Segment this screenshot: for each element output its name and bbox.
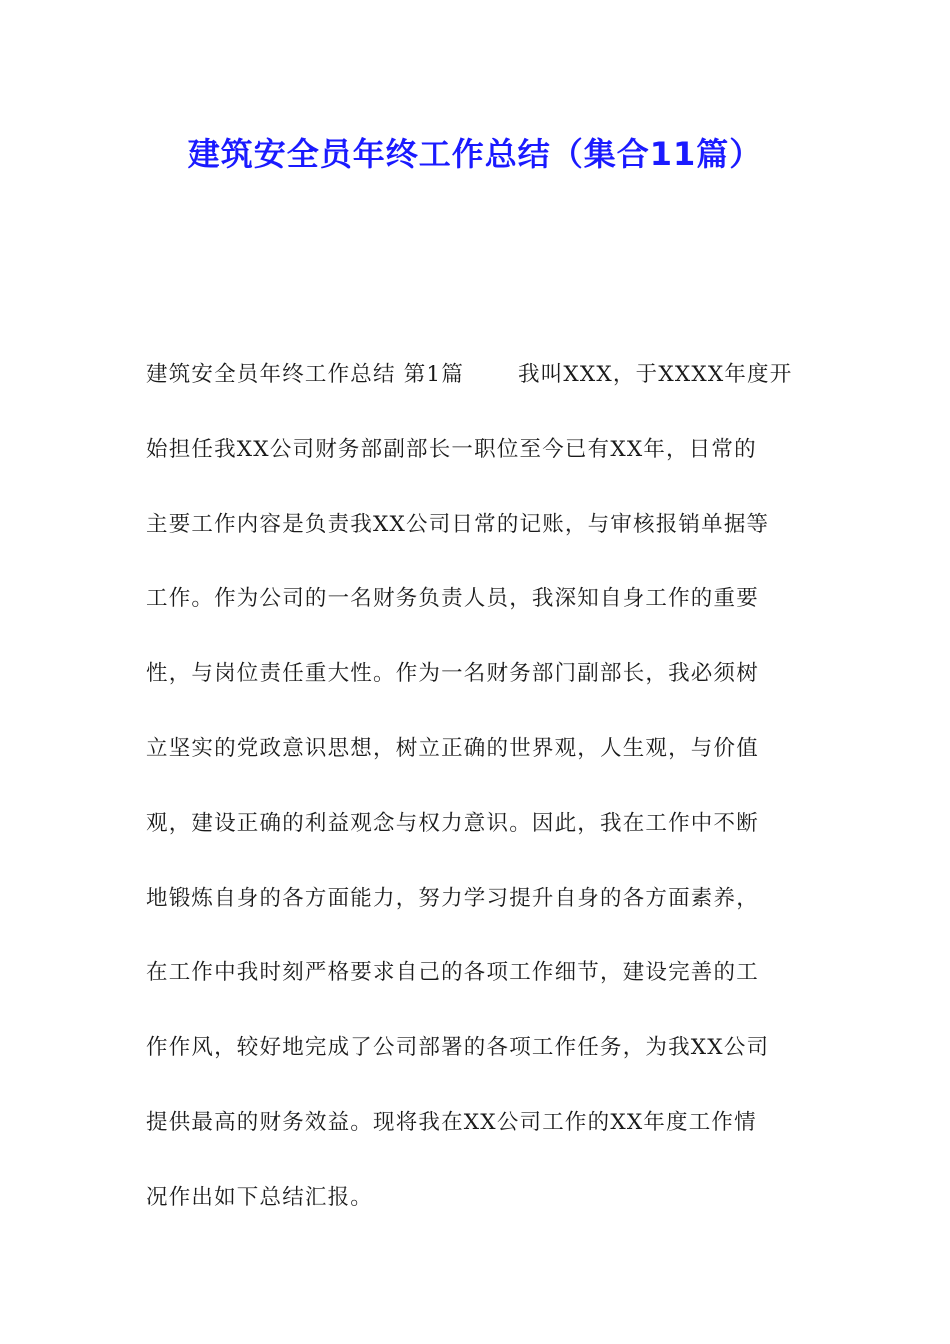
paragraph-line: 况作出如下总结汇报。 <box>146 1184 374 1210</box>
paragraph-line: 提供最高的财务效益。现将我在XX公司工作的XX年度工作情 <box>146 1109 757 1135</box>
paragraph-line: 立坚实的党政意识思想，树立正确的世界观，人生观，与价值 <box>146 735 759 761</box>
paragraph-line: 在工作中我时刻严格要求自己的各项工作细节，建设完善的工 <box>146 960 759 986</box>
paragraph-line: 地锻炼自身的各方面能力，努力学习提升自身的各方面素养， <box>146 885 759 911</box>
document-body <box>146 338 810 1236</box>
paragraph-line: 始担任我XX公司财务部副部长一职位至今已有XX年，日常的 <box>146 436 757 462</box>
paragraph-line: 作作风，较好地完成了公司部署的各项工作任务，为我XX公司 <box>146 1035 770 1061</box>
document-title: 建筑安全员年终工作总结（集合11篇） <box>187 135 763 173</box>
paragraph-line: 性，与岗位责任重大性。作为一名财务部门副部长，我必须树 <box>146 661 759 687</box>
paragraph-line <box>146 338 810 413</box>
line-text: 我叫XXX，于XXXX年度开 <box>518 362 793 387</box>
paragraph-line: 工作。作为公司的一名财务负责人员，我深知自身工作的重要 <box>146 586 759 612</box>
paragraph-line: 主要工作内容是负责我XX公司日常的记账，与审核报销单据等 <box>146 511 770 537</box>
paragraph-line: 观，建设正确的利益观念与权力意识。因此，我在工作中不断 <box>146 810 759 836</box>
section-heading: 建筑安全员年终工作总结 第1篇 <box>146 362 465 387</box>
